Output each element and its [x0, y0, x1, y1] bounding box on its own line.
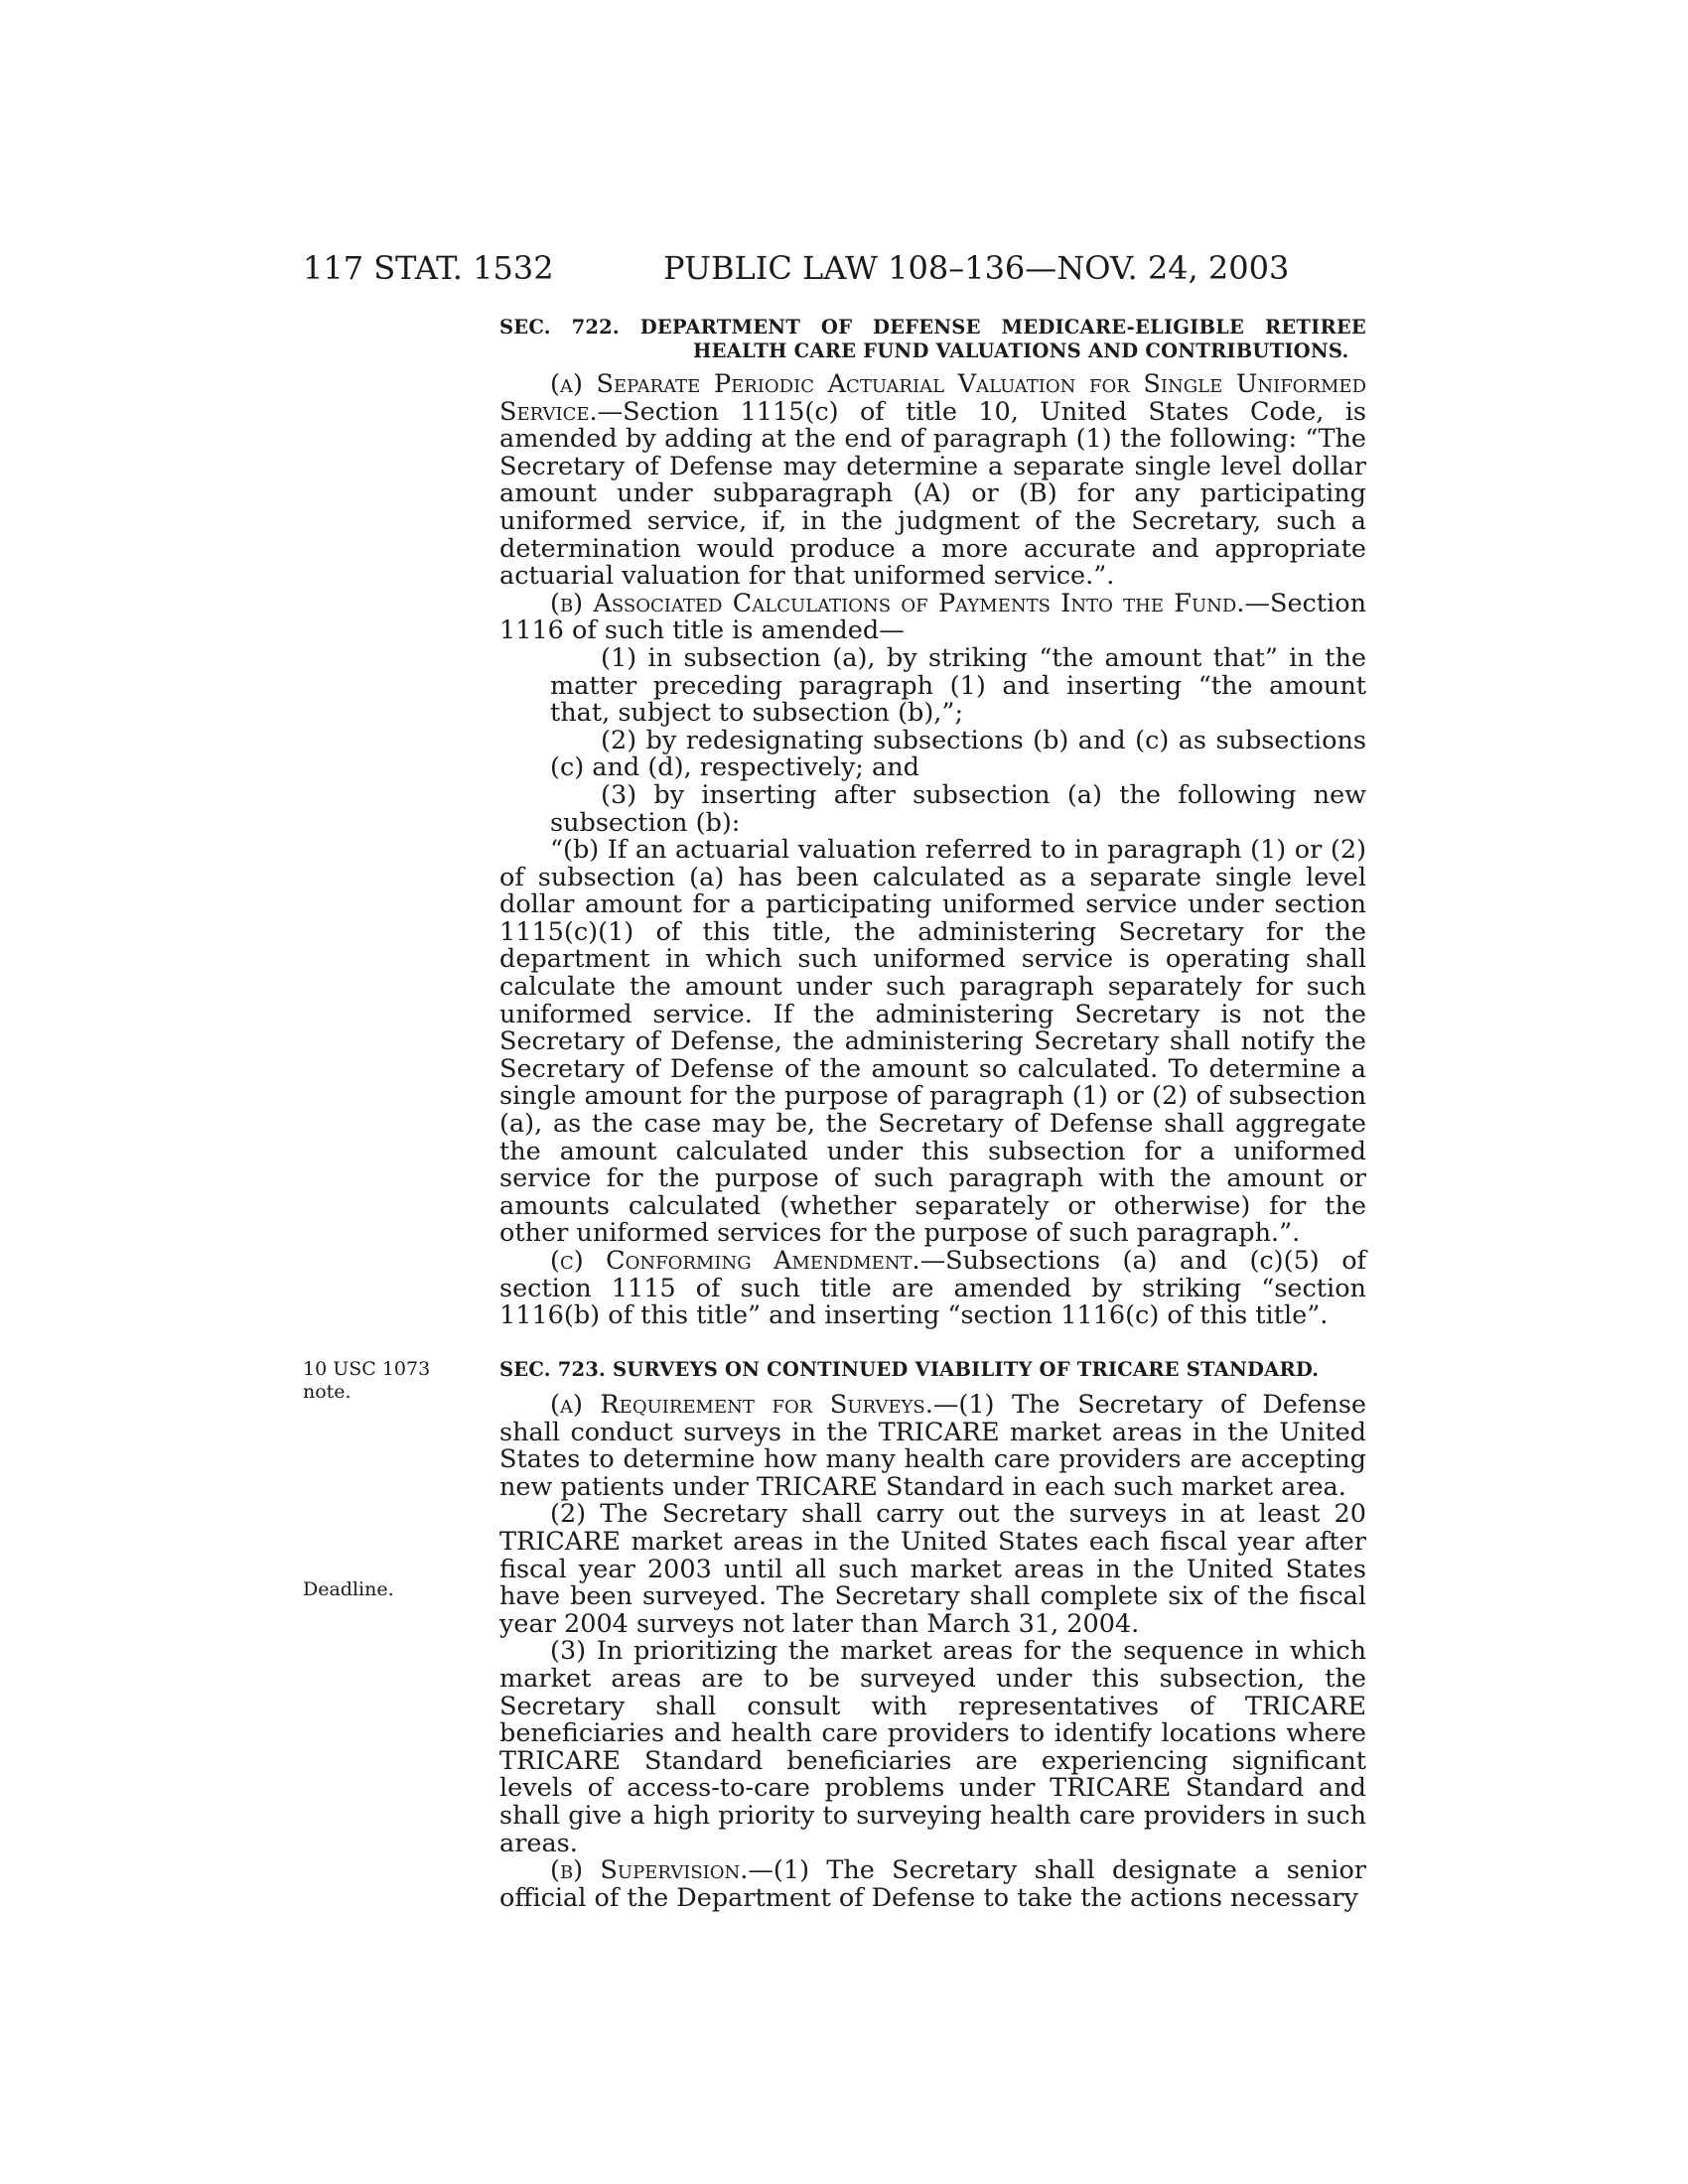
sec722-b-paragraph-1: (1) in subsection (a), by striking “the amount that” in the matter preceding paragraph (1) and inserting “the amount that, subject to subsection (b),”;: [550, 642, 1366, 729]
section-722-heading: SEC. 722. DEPARTMENT OF DEFENSE MEDICARE-ELIGIBLE RETIREE HEALTH CARE FUND VALUATIONS AND CONTRIBUTIONS.: [499, 316, 1366, 362]
public-law-header: PUBLIC LAW 108–136—NOV. 24, 2003: [663, 249, 1290, 287]
section-723: [499, 1358, 1366, 1912]
sec722-b-heading: (b) Associated Calculations of Payments Into the Fund.: [550, 588, 1245, 618]
sec722-subsection-a: [499, 371, 1366, 591]
sec722-c-heading: (c) Conforming Amendment.: [550, 1246, 920, 1276]
sec723-b1-text: —(1) The Secretary shall designate a senior official of the Department of Defense to take the actions necessary: [499, 1855, 1366, 1913]
sec722-b-paragraph-2: (2) by redesignating subsections (b) and (c) as subsections (c) and (d), respectively; and: [550, 725, 1366, 783]
margin-note-usc-citation: 10 USC 1073: [303, 1358, 431, 1380]
sec723-subsection-a-2: (2) The Secretary shall carry out the surveys in at least 20 TRICARE market areas in the United States each fiscal year after fiscal year 2003 until all such market areas in the United States have been surveyed. The Secretary shall complete six of the fiscal year 2004 surveys not later than March 31, 2004.: [499, 1499, 1366, 1639]
margin-note-usc: [303, 1358, 430, 1404]
sec722-subsection-c: [499, 1248, 1366, 1330]
margin-note-usc-suffix: note.: [303, 1381, 352, 1403]
section-723-heading: SEC. 723. SURVEYS ON CONTINUED VIABILITY OF TRICARE STANDARD.: [499, 1358, 1320, 1381]
margin-note-deadline: Deadline.: [303, 1578, 394, 1600]
sec723-subsection-b-1: [499, 1857, 1366, 1912]
sec723-subsection-a-3: (3) In prioritizing the market areas for the sequence in which market areas are to be surveyed under this subsection, the Secretary shall consult with representatives of TRICARE beneficiaries and health care providers to identify locations where TRICARE Standard beneficiaries are experiencing significant levels of access-to-care problems under TRICARE Standard and shall give a high priority to surveying health care providers in such areas.: [499, 1636, 1366, 1858]
stat-page-number: 117 STAT. 1532: [303, 249, 554, 287]
sec723-b-heading: (b) Supervision.: [550, 1855, 749, 1886]
sec722-b-paragraph-3: (3) by inserting after subsection (a) the following new subsection (b):: [550, 779, 1366, 838]
sec722-a-heading: (a) Separate Periodic Actuarial Valuation for Single Uniformed Service.: [499, 369, 1366, 427]
sec722-b-quoted-subsection: “(b) If an actuarial valuation referred to in paragraph (1) or (2) of subsection (a) has been calculated as a separate single level dollar amount for a participating uniformed service under section 1115(c)(1) of this title, the administering Secretary for the department in which such uniformed service is operating shall calculate the amount under such paragraph separately for such uniformed service. If the administering Secretary is not the Secretary of Defense, the administering Secretary shall notify the Secretary of Defense of the amount so calculated. To determine a single amount for the purpose of paragraph (1) or (2) of subsection (a), as the case may be, the Secretary of Defense shall aggregate the amount calculated under this subsection for a uniformed service for the purpose of such paragraph with the amount or amounts calculated (whether separately or otherwise) for the other uniformed services for the purpose of such paragraph.”.: [499, 835, 1366, 1249]
sec722-b-text: —Section 1116 of such title is amended—: [499, 588, 1366, 646]
sec723-a-heading: (a) Requirement for Surveys.: [550, 1390, 933, 1420]
sec722-a-text: —Section 1115(c) of title 10, United States Code, is amended by adding at the end of paragraph (1) the following: “The Secretary of Defense may determine a separate single level dollar amount under subparagraph (A) or (B) for any participating uniformed service, if, in the judgment of the Secretary, such a determination would produce a more accurate and appropriate actuarial valuation for that uniformed service.”.: [499, 396, 1366, 592]
sec722-c-text: —Subsections (a) and (c)(5) of section 1115 of such title are amended by striking “section 1116(b) of this title” and inserting “section 1116(c) of this title”.: [499, 1246, 1366, 1331]
section-722: [499, 316, 1366, 1330]
sec723-subsection-a-1: [499, 1392, 1366, 1501]
sec722-subsection-b: [499, 588, 1366, 646]
sec723-a1-text: —(1) The Secretary of Defense shall conduct surveys in the TRICARE market areas in the United States to determine how many health care providers are accepting new patients under TRICARE Standard in each such market area.: [499, 1390, 1366, 1502]
